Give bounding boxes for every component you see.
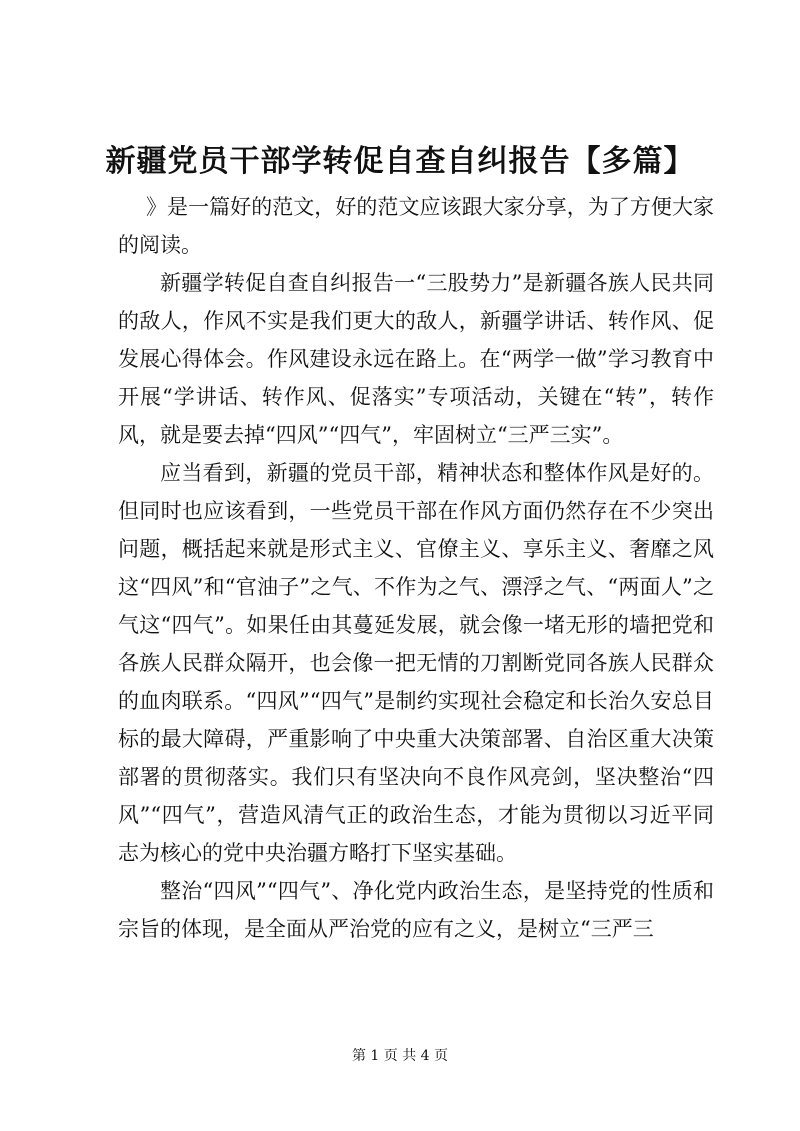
- document-title: 新疆党员干部学转促自查自纠报告【多篇】: [105, 144, 695, 179]
- paragraph-3: 整治“四风”“四气”、净化党内政治生态，是坚持党的性质和宗旨的体现，是全面从严治党的应有之义，是树立“三严三: [118, 879, 714, 941]
- paragraph-intro: 》是一篇好的范文，好的范文应该跟大家分享，为了方便大家的阅读。: [118, 195, 714, 257]
- document-body: [118, 188, 714, 948]
- paragraph-2: 应当看到，新疆的党员干部，精神状态和整体作风是好的。但同时也应该看到，一些党员干部在作风方面仍然存在不少突出问题，概括起来就是形式主义、官僚主义、享乐主义、奢靡之风这“四风”和“官油子”之气、不作为之气、漂浮之气、“两面人”之气这“四气”。如果任由其蔓延发展，就会像一堵无形的墙把党和各族人民群众隔开，也会像一把无情的刀割断党同各族人民群众的血肉联系。“四风”“四气”是制约实现社会稳定和长治久安总目标的最大障碍，严重影响了中央重大决策部署、自治区重大决策部署的贯彻落实。我们只有坚决向不良作风亮剑，坚决整治“四风”“四气”，营造风清气正的政治生态，才能为贯彻以习近平同志为核心的党中央治疆方略打下坚实基础。: [118, 461, 714, 865]
- page-footer: 第 1 页 共 4 页: [351, 1048, 449, 1064]
- paragraph-1: 新疆学转促自查自纠报告一“三股势力”是新疆各族人民共同的敌人，作风不实是我们更大的敌人，新疆学讲话、转作风、促发展心得体会。作风建设永远在路上。在“两学一做”学习教育中开展“学讲话、转作风、促落实”专项活动，关键在“转”，转作风，就是要去掉“四风”“四气”，牢固树立“三严三实”。: [118, 271, 714, 447]
